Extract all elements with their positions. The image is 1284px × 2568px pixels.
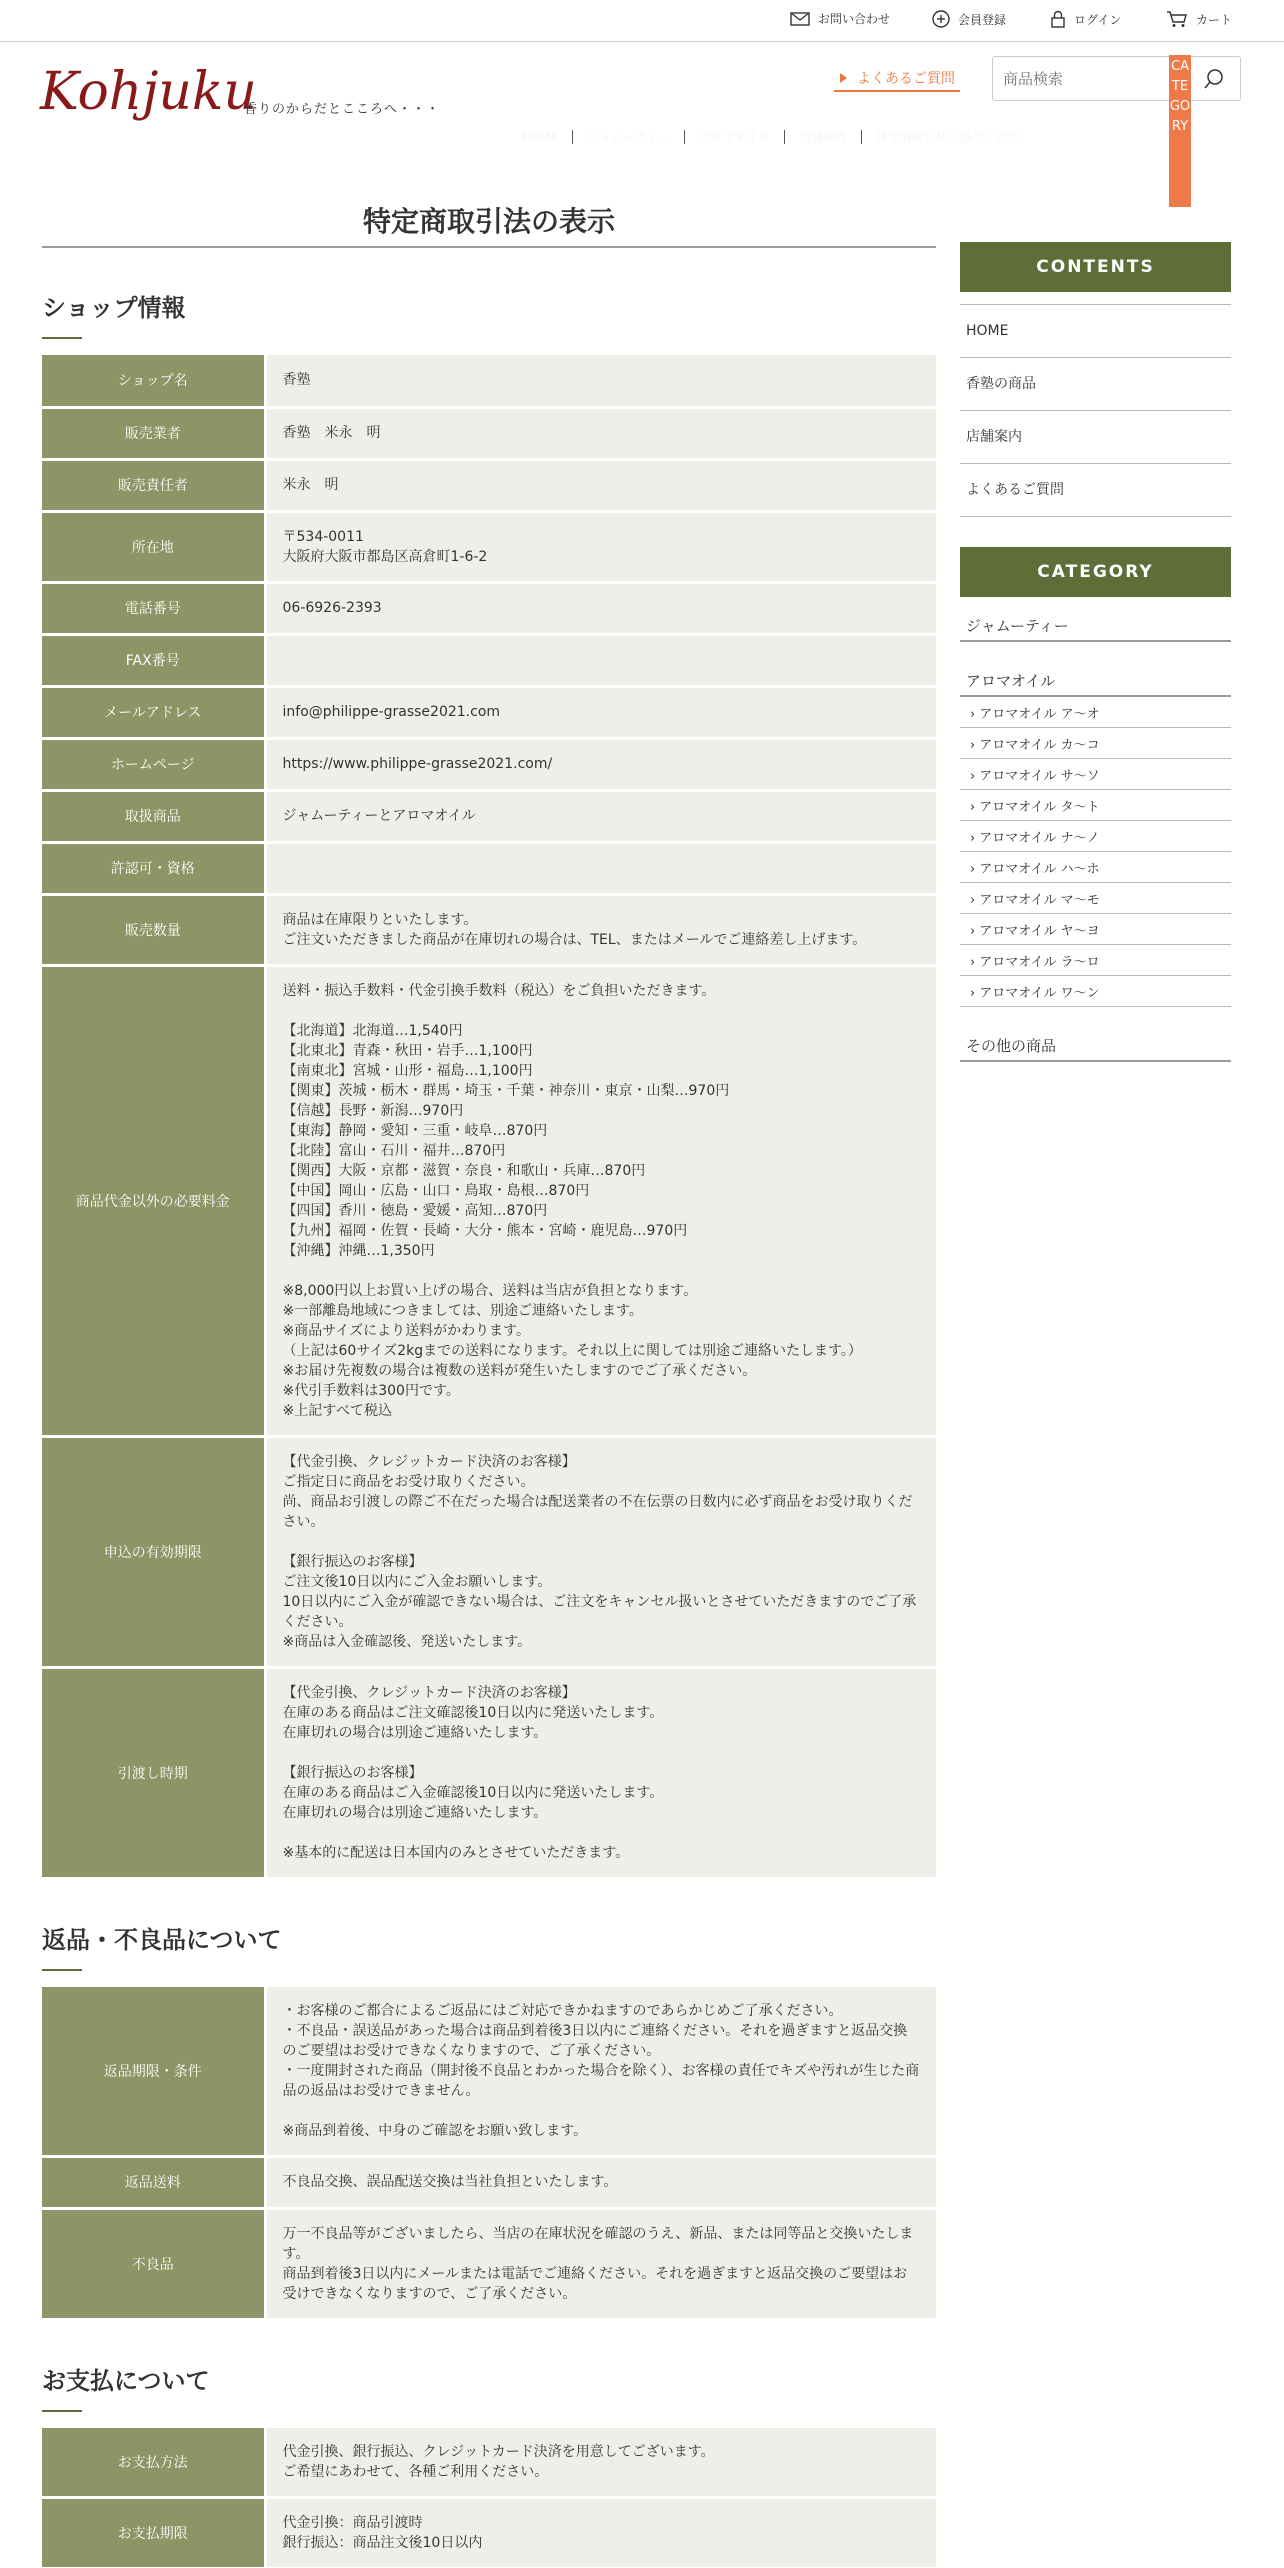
register-link[interactable] bbox=[932, 10, 1006, 28]
row-value: 香塾 米永 明 bbox=[265, 407, 936, 459]
chevron-right-icon: › bbox=[970, 800, 976, 815]
table-row bbox=[42, 1987, 936, 2157]
category-sub-item[interactable] bbox=[960, 728, 1231, 759]
row-value: 万一不良品等がございましたら、当店の在庫状況を確認のうえ、新品、または同等品と交換いたします。 商品到着後3日以内にメールまたは電話でご連絡ください。それを過ぎますと返品交換のご要望はお受けできなくなりますので、ご了承ください。 bbox=[265, 2208, 936, 2319]
row-label: 商品代金以外の必要料金 bbox=[42, 965, 265, 1436]
homepage-value[interactable]: https://www.philippe-grasse2021.com/ bbox=[265, 738, 936, 790]
chevron-right-icon: › bbox=[970, 707, 976, 722]
row-value: 送料・振込手数料・代金引換手数料（税込）をご負担いただきます。 【北海道】北海道…1,540円 【北東北】青森・秋田・岩手…1,100円 【南東北】宮城・山形・福島…1,100円 【関東】茨城・栃木・群馬・埼玉・千葉・神奈川・東京・山梨…970円 【信越】長野・新潟…970円 【東海】静岡・愛知・三重・岐阜…870円 【北陸】富山・石川・福井…870円 【関西】大阪・京都・滋賀・奈良・和歌山・兵庫…870円 【中国】岡山・広島・山口・鳥取・島根…870円 【四国】香川・徳島・愛媛・高知…870円 【九州】福岡・佐賀・長崎・大分・熊本・宮崎・鹿児島…970円 【沖縄】沖縄…1,350円 ※8,000円以上お買い上げの場合、送料は当店が負担となります。 ※一部離島地域につきましては、別途ご連絡いたします。 ※商品サイズにより送料がかわります。 （上記は60サイズ2kgまでの送料になります。それ以上に関しては別途ご連絡いたします。） ※お届け先複数の場合は複数の送料が発生いたしますのでご了承ください。 ※代引手数料は300円です。 ※上記すべて税込 bbox=[265, 965, 936, 1436]
chevron-right-icon: › bbox=[970, 831, 976, 846]
row-value bbox=[265, 634, 936, 686]
login-label: ログイン bbox=[1074, 12, 1122, 27]
contents-heading: CONTENTS bbox=[960, 242, 1231, 292]
cart-label: カート bbox=[1196, 12, 1233, 27]
row-value: 商品は在庫限りといたします。 ご注文いただきました商品が在庫切れの場合は、TEL、またはメールでご連絡差し上げます。 bbox=[265, 894, 936, 965]
table-row bbox=[42, 686, 936, 738]
category-heading: CATEGORY bbox=[960, 547, 1231, 597]
table-row bbox=[42, 459, 936, 511]
gnav-item[interactable]: ジャムーティー bbox=[573, 130, 684, 144]
category-sub-label: アロマオイル ワ～ン bbox=[979, 986, 1100, 1001]
contents-item-store[interactable]: 店舗案内 bbox=[960, 411, 1231, 464]
contact-link[interactable] bbox=[790, 10, 890, 27]
shop-info-heading: ショップ情報 bbox=[42, 288, 936, 339]
category-sub-item[interactable] bbox=[960, 759, 1231, 790]
search-box bbox=[992, 56, 1241, 134]
cart-icon bbox=[1166, 10, 1188, 28]
row-label: 販売数量 bbox=[42, 894, 265, 965]
table-row bbox=[42, 894, 936, 965]
category-other-products[interactable]: その他の商品 bbox=[960, 1025, 1231, 1062]
top-utility-bar bbox=[0, 0, 1284, 42]
gnav-item[interactable]: 特定商取引法に基づく表示 bbox=[876, 130, 1021, 144]
row-label: ショップ名 bbox=[42, 355, 265, 407]
row-label: 不良品 bbox=[42, 2208, 265, 2319]
contents-list bbox=[960, 304, 1231, 517]
row-value: 米永 明 bbox=[265, 459, 936, 511]
category-sub-item[interactable] bbox=[960, 821, 1231, 852]
row-value bbox=[265, 842, 936, 894]
row-value: 不良品交換、誤品配送交換は当社負担といたします。 bbox=[265, 2156, 936, 2208]
returns-heading: 返品・不良品について bbox=[42, 1920, 936, 1971]
table-row bbox=[42, 1436, 936, 1667]
row-label: ホームページ bbox=[42, 738, 265, 790]
table-row bbox=[42, 790, 936, 842]
category-sub-item[interactable] bbox=[960, 914, 1231, 945]
search-input[interactable] bbox=[1003, 65, 1153, 93]
email-value[interactable]: info@philippe-grasse2021.com bbox=[265, 686, 936, 738]
chevron-right-icon: › bbox=[970, 986, 976, 1001]
row-label: 電話番号 bbox=[42, 582, 265, 634]
row-value: ・お客様のご都合によるご返品にはご対応できかねますのであらかじめご了承ください。 ・不良品・誤送品があった場合は商品到着後3日以内にご連絡ください。それを過ぎますと返品交換のご要望はお受けできなくなりますので、ご了承ください。 ・一度開封された商品（開封後不良品とわかった場合を除く）、お客様の責任でキズや汚れが生じた商品の返品はお受けできません。 ※商品到着後、中身のご確認をお願い致します。 bbox=[265, 1987, 936, 2157]
row-value: 【代金引換、クレジットカード決済のお客様】 ご指定日に商品をお受け取りください。 尚、商品お引渡しの際ご不在だった場合は配送業者の不在伝票の日数内に必ず商品をお受け取りください。 【銀行振込のお客様】 ご注文後10日以内にご入金お願いします。 10日以内にご入金が確認できない場合は、ご注文をキャンセル扱いとさせていただきますのでご了承ください。 ※商品は入金確認後、発送いたします。 bbox=[265, 1436, 936, 1667]
contents-item-home[interactable]: HOME bbox=[960, 305, 1231, 358]
category-sub-label: アロマオイル カ～コ bbox=[979, 738, 1100, 753]
category-sub-item[interactable] bbox=[960, 945, 1231, 976]
row-label: 引渡し時期 bbox=[42, 1667, 265, 1878]
global-nav bbox=[508, 130, 1034, 144]
row-label: メールアドレス bbox=[42, 686, 265, 738]
row-label: 申込の有効期限 bbox=[42, 1436, 265, 1667]
contents-item-products[interactable]: 香塾の商品 bbox=[960, 358, 1231, 411]
faq-link[interactable] bbox=[834, 66, 960, 92]
category-sub-label: アロマオイル マ～モ bbox=[979, 893, 1100, 908]
row-label: お支払期限 bbox=[42, 2497, 265, 2568]
site-logo[interactable]: Kohjuku bbox=[40, 62, 257, 122]
row-label: 所在地 bbox=[42, 511, 265, 582]
category-sub-label: アロマオイル サ～ソ bbox=[979, 769, 1100, 784]
mail-icon bbox=[790, 12, 810, 26]
category-sub-label: アロマオイル ナ～ノ bbox=[979, 831, 1100, 846]
payment-table bbox=[42, 2428, 936, 2568]
row-label: FAX番号 bbox=[42, 634, 265, 686]
returns-table bbox=[42, 1987, 936, 2321]
shop-info-table bbox=[42, 355, 936, 1880]
category-jamu-tea[interactable]: ジャムーティー bbox=[960, 605, 1231, 642]
category-sub-item[interactable] bbox=[960, 852, 1231, 883]
table-row bbox=[42, 582, 936, 634]
table-row bbox=[42, 634, 936, 686]
gnav-item[interactable]: アロマオイル bbox=[685, 130, 785, 144]
chevron-right-icon: › bbox=[970, 893, 976, 908]
table-row bbox=[42, 842, 936, 894]
table-row bbox=[42, 355, 936, 407]
plus-circle-icon bbox=[932, 10, 950, 28]
table-row bbox=[42, 407, 936, 459]
site-tagline: 香りのからだとこころへ・・・ bbox=[244, 102, 441, 117]
row-value: 香塾 bbox=[265, 355, 936, 407]
row-label: 販売業者 bbox=[42, 407, 265, 459]
chevron-right-icon: › bbox=[970, 738, 976, 753]
table-row bbox=[42, 2208, 936, 2319]
sidebar bbox=[960, 242, 1231, 1062]
table-row bbox=[42, 511, 936, 582]
category-sub-item[interactable] bbox=[960, 790, 1231, 821]
category-sub-label: アロマオイル タ～ト bbox=[979, 800, 1100, 815]
contact-label: お問い合わせ bbox=[818, 12, 891, 26]
row-value: 代金引換、銀行振込、クレジットカード決済を用意してございます。 ご希望にあわせて、各種ご利用ください。 bbox=[265, 2428, 936, 2498]
table-row bbox=[42, 2156, 936, 2208]
lock-icon bbox=[1050, 10, 1066, 28]
table-row bbox=[42, 2428, 936, 2498]
gnav-item[interactable]: 店舗案内 bbox=[785, 130, 862, 144]
category-block bbox=[960, 547, 1231, 1062]
faq-label: よくあるご質問 bbox=[857, 71, 955, 87]
chevron-right-icon: › bbox=[970, 769, 976, 784]
table-row bbox=[42, 1667, 936, 1878]
chevron-right-icon: › bbox=[970, 862, 976, 877]
row-label: 返品期限・条件 bbox=[42, 1987, 265, 2157]
row-label: 販売責任者 bbox=[42, 459, 265, 511]
table-row bbox=[42, 2497, 936, 2568]
category-aroma-oil[interactable]: アロマオイル bbox=[960, 660, 1231, 697]
row-label: 許認可・資格 bbox=[42, 842, 265, 894]
category-sub-label: アロマオイル ヤ～ヨ bbox=[979, 924, 1100, 939]
payment-heading: お支払について bbox=[42, 2361, 936, 2412]
chevron-right-icon: › bbox=[970, 955, 976, 970]
category-sub-label: アロマオイル ハ～ホ bbox=[979, 862, 1100, 877]
category-sub-label: アロマオイル ラ～ロ bbox=[979, 955, 1100, 970]
cart-link[interactable] bbox=[1166, 10, 1232, 28]
login-link[interactable] bbox=[1050, 10, 1121, 28]
row-value: 〒534-0011 大阪府大阪市都島区高倉町1-6-2 bbox=[265, 511, 936, 582]
row-label: お支払方法 bbox=[42, 2428, 265, 2498]
row-value: 【代金引換、クレジットカード決済のお客様】 在庫のある商品はご注文確認後10日以内に発送いたします。 在庫切れの場合は別途ご連絡いたします。 【銀行振込のお客様】 在庫のある商品はご入金確認後10日以内に発送いたします。 在庫切れの場合は別途ご連絡いたします。 ※基本的に配送は日本国内のみとさせていただきます。 bbox=[265, 1667, 936, 1878]
search-icon[interactable] bbox=[1203, 68, 1225, 90]
contents-item-faq[interactable]: よくあるご質問 bbox=[960, 464, 1231, 517]
register-label: 会員登録 bbox=[958, 12, 1007, 27]
category-sub-label: アロマオイル ア～オ bbox=[979, 707, 1100, 722]
category-sub-item[interactable] bbox=[960, 976, 1231, 1007]
category-sub-item[interactable] bbox=[960, 883, 1231, 914]
row-label: 取扱商品 bbox=[42, 790, 265, 842]
category-sub-item[interactable] bbox=[960, 697, 1231, 728]
row-label: 返品送料 bbox=[42, 2156, 265, 2208]
row-value: 06-6926-2393 bbox=[265, 582, 936, 634]
category-tab[interactable]: CATEGORY bbox=[1169, 55, 1191, 207]
row-value: ジャムーティーとアロマオイル bbox=[265, 790, 936, 842]
gnav-item[interactable]: HOME bbox=[508, 130, 573, 144]
table-row bbox=[42, 738, 936, 790]
main-content bbox=[42, 200, 936, 2568]
triangle-right-icon bbox=[840, 73, 847, 83]
chevron-right-icon: › bbox=[970, 924, 976, 939]
page-title: 特定商取引法の表示 bbox=[42, 200, 936, 248]
table-row bbox=[42, 965, 936, 1436]
row-value: 代金引換：商品引渡時 銀行振込：商品注文後10日以内 bbox=[265, 2497, 936, 2568]
